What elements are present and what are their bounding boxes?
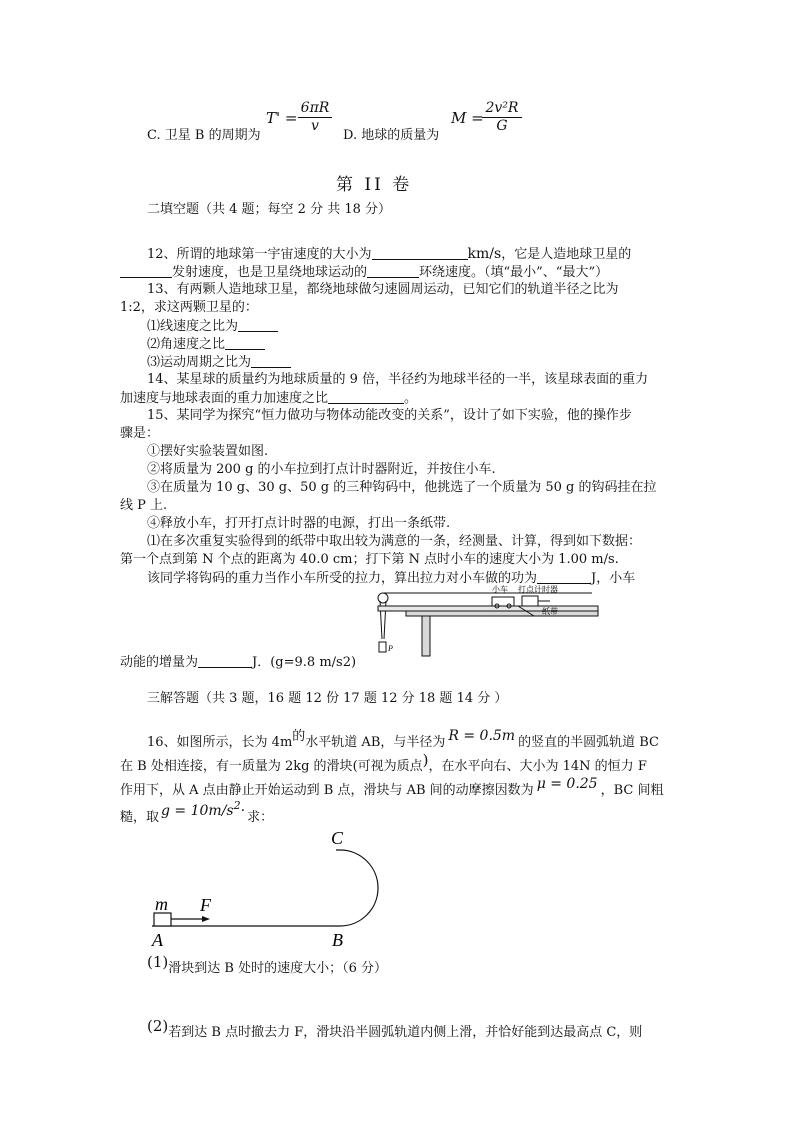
- period-fraction: [298, 100, 332, 135]
- q16-text-b1: 在 B 处相连接，有一质量为 2kg 的滑块: [120, 759, 353, 774]
- q13-sub1: [147, 317, 278, 336]
- q13-sub3: [147, 353, 291, 372]
- q15-part1b: 第一个点到第 N 个点的距离为 40.0 cm；打下第 N 点时小车的速度大小为 1.00 m/s.: [120, 552, 619, 567]
- label-car: 小车: [492, 585, 508, 594]
- table-leg: [422, 616, 430, 656]
- q14-line2: [120, 389, 417, 408]
- q16-sub1-num: (1): [147, 953, 169, 971]
- q12-text-a: 12、所谓的地球第一宇宙速度的大小为: [147, 247, 372, 262]
- q16-sub2: [147, 1017, 643, 1042]
- q13-sub2: [147, 335, 265, 354]
- q16-text-c1: 作用下，从 A 点由静止开始运动到 B 点，滑块与 AB 间的动摩擦因数为: [120, 783, 534, 798]
- q16-sub2-num: (2): [147, 1017, 169, 1035]
- section-title: 第 II 卷: [336, 175, 413, 195]
- g-eq: [159, 799, 247, 819]
- q16-line1: [147, 728, 659, 752]
- q15-part1d-unit: J．(g=9.8 m/s2): [252, 655, 357, 670]
- label-f: F: [200, 895, 211, 915]
- q16-line2: [120, 751, 647, 776]
- q16-sub1-text: 滑块到达 B 处时的速度大小；（6 分）: [168, 961, 387, 976]
- mass-denominator: G: [496, 118, 508, 134]
- q15-part1d-text: 动能的增量为: [120, 655, 199, 670]
- mu-eq: μ = 0.25: [536, 776, 598, 792]
- q14-blank: [328, 389, 404, 404]
- q16-sub2-text: 若到达 B 点时撤去力 F，滑块沿半圆弧轨道内侧上滑，并恰好能到达最高点 C，则: [168, 1025, 643, 1040]
- table-top: [378, 606, 598, 611]
- part3-heading: 三解答题（共 3 题，16 题 12 份 17 题 12 分 18 题 14 分 ）: [147, 691, 508, 706]
- table-board: [406, 611, 598, 616]
- q15-part1a: ⑴在多次重复实验得到的纸带中取出较为满意的一条，经测量、计算，得到如下数据：: [147, 534, 642, 549]
- q15-step3a: ③在质量为 10 g、30 g、50 g 的三种钩码中，他挑选了一个质量为 50 g 的钩码挂在拉: [147, 480, 657, 495]
- hook-weight: [379, 642, 386, 652]
- q13-sub1-text: ⑴线速度之比为: [147, 319, 239, 334]
- q16-text-d2: 求：: [247, 810, 274, 825]
- period-lhs: T' =: [266, 109, 298, 127]
- label-c: C: [331, 828, 344, 848]
- q15-line1: 15、某同学为探究“恒力做功与物体动能改变的关系”，设计了如下实验，他的操作步: [147, 408, 632, 423]
- q12-blank-1: [372, 245, 468, 260]
- q16-text-a2: 水平轨道 AB，与半径为: [305, 735, 446, 750]
- track-figure: [140, 820, 400, 955]
- q15-step4: ④释放小车，打开打点计时器的电源，打出一条纸带.: [147, 516, 451, 531]
- radius-eq: R = 0.5m: [448, 728, 516, 744]
- label-timer: 打点计时器: [518, 585, 558, 594]
- part2-heading: 二填空题（共 4 题；每空 2 分 共 18 分）: [147, 202, 392, 217]
- mass-lhs: M =: [451, 109, 484, 127]
- g-eq-base: g = 10m/s: [161, 803, 234, 819]
- track-path: [152, 850, 378, 926]
- q16-text-b3: ，在水平向右、大小为 14N 的恒力 F: [428, 759, 647, 774]
- q16-paren: ): [422, 751, 429, 769]
- q15-step3b: 线 P 上.: [120, 498, 168, 513]
- pulley: [378, 593, 388, 603]
- q12-text-d: 环绕速度。（填“最小”、“最大”）: [419, 265, 609, 280]
- label-p: P: [388, 644, 393, 653]
- q13-line2: 1:2，求这两颗卫星的：: [120, 300, 258, 315]
- q16-text-c2: ，BC 间粗: [600, 783, 664, 798]
- q16-de: 的: [292, 729, 306, 744]
- mass-numerator: 2v²R: [482, 100, 522, 118]
- q12-blank-3: [367, 263, 419, 278]
- q16-sub1: [147, 953, 387, 978]
- label-tape: 纸带: [542, 607, 558, 616]
- label-b: B: [332, 930, 343, 950]
- slider-block: [154, 913, 171, 926]
- q13-blank-2: [225, 335, 265, 350]
- q16-text-b2: (可视为质点: [352, 759, 423, 774]
- q14-text-b: 加速度与地球表面的重力加速度之比: [120, 391, 329, 406]
- q15-part1c-unit: J，小车: [591, 571, 636, 586]
- q16-text-a1: 16、如图所示，长为 4m: [147, 735, 293, 750]
- q12-blank-2: [120, 263, 172, 278]
- timer-block: [522, 596, 538, 606]
- q15-part1c-text: 该同学将钩码的重力当作小车所受的拉力，算出拉力对小车做的功为: [147, 571, 538, 586]
- q12-unit: km/s: [467, 246, 502, 262]
- q13-sub3-text: ⑶运动周期之比为: [147, 355, 252, 370]
- q16-text-a3: 的竖直的半圆弧轨道 BC: [518, 735, 659, 750]
- option-c: C. 卫星 B 的周期为: [147, 128, 261, 143]
- q15-line2: 骤是：: [120, 426, 160, 441]
- label-a: A: [152, 930, 163, 950]
- q15-blank-work: [537, 569, 591, 584]
- q14-end: 。: [404, 391, 418, 406]
- q12-text-b: ，它是人造地球卫星的: [501, 247, 632, 262]
- q13-sub2-text: ⑵角速度之比: [147, 337, 226, 352]
- q12-line1: [147, 245, 631, 264]
- option-d: D. 地球的质量为: [343, 128, 440, 143]
- g-eq-dot: ·: [240, 803, 246, 819]
- period-numerator: 6πR: [298, 100, 332, 118]
- q15-blank-energy: [198, 653, 252, 668]
- q13-blank-1: [238, 317, 278, 332]
- q13-line1: 13、有两颗人造地球卫星，都绕地球做匀速圆周运动，已知它们的轨道半径之比为: [147, 282, 619, 297]
- period-denominator: v: [311, 118, 319, 134]
- q13-blank-3: [251, 353, 291, 368]
- mass-fraction: [482, 100, 522, 135]
- q12-line2: [120, 263, 608, 282]
- apparatus-figure: [370, 584, 606, 670]
- q16-line3: [120, 776, 664, 800]
- g-eq-exp: 2: [233, 799, 241, 812]
- q16-text-d1: 糙，取: [120, 810, 160, 825]
- q15-part1d: [120, 653, 356, 672]
- force-arrowhead: [202, 916, 210, 922]
- q14-line1: 14、某星球的质量约为地球质量的 9 倍，半径约为地球半径的一半，该星球表面的重力: [147, 372, 649, 387]
- label-m: m: [155, 894, 168, 914]
- q15-step1: ①摆好实验装置如图.: [147, 444, 269, 459]
- q12-text-c: 发射速度，也是卫星绕地球运动的: [172, 265, 368, 280]
- q15-step2: ②将质量为 200 g 的小车拉到打点计时器附近，并按住小车.: [147, 462, 496, 477]
